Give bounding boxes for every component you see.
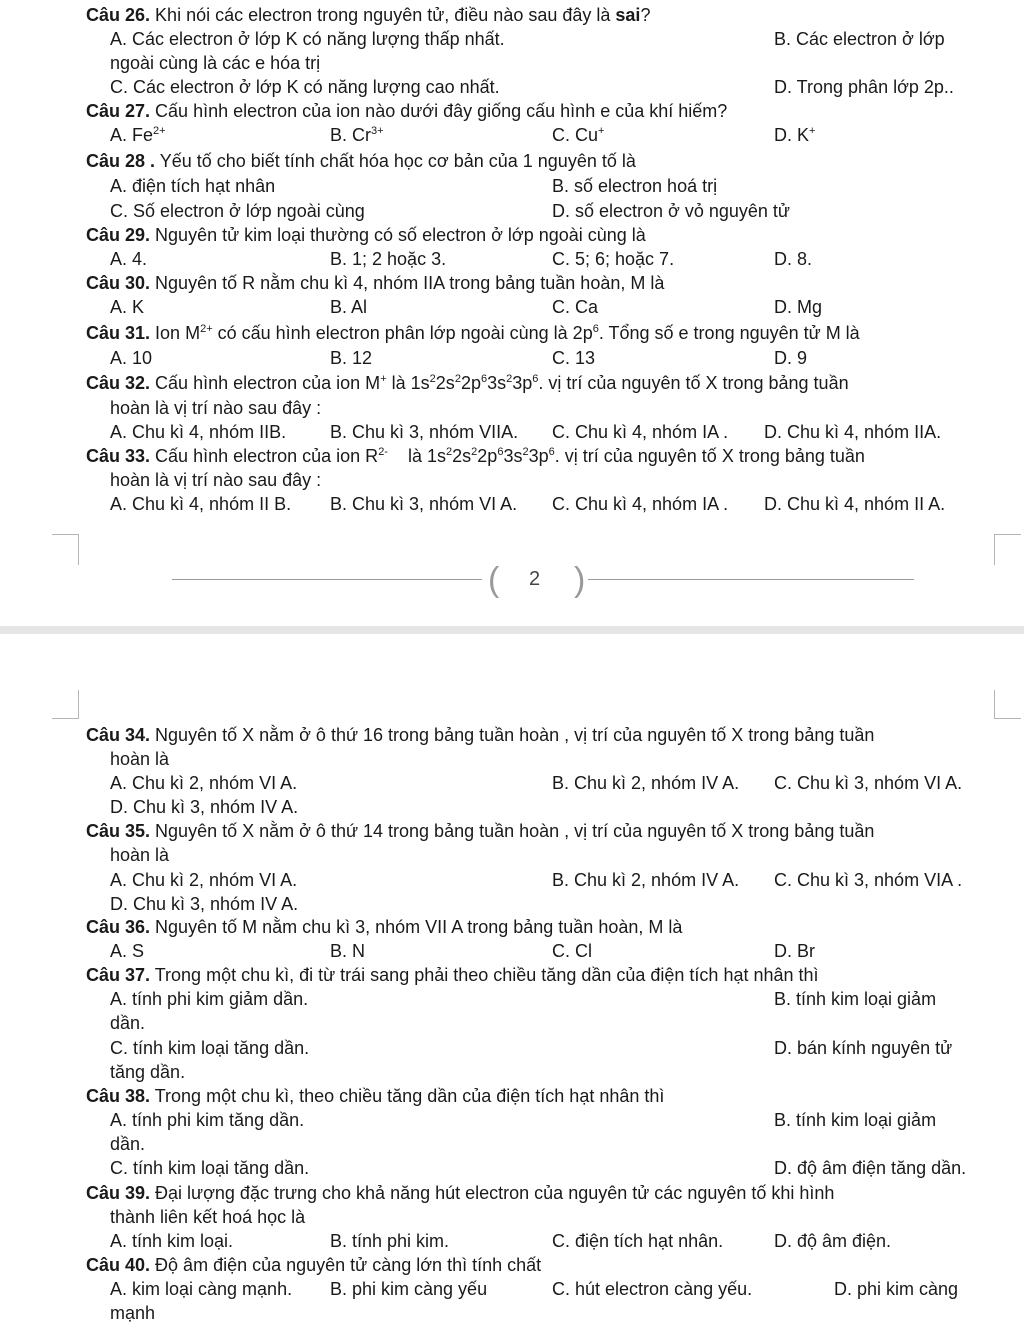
question-38-stem: Câu 38. Trong một chu kì, theo chiều tăng dần của điện tích hạt nhân thì bbox=[86, 1086, 665, 1106]
q33-option-d: D. Chu kì 4, nhóm II A. bbox=[764, 494, 946, 514]
q38-option-c: C. tính kim loại tăng dần. bbox=[110, 1158, 310, 1178]
q40-option-d: D. phi kim càng bbox=[834, 1279, 959, 1299]
question-35-stem: Câu 35. Nguyên tố X nằm ở ô thứ 14 trong bảng tuần hoàn , vị trí của nguyên tố X trong bảng tuần bbox=[86, 821, 875, 841]
q32-option-a: A. Chu kì 4, nhóm IIB. bbox=[110, 422, 287, 442]
question-32-stem: Câu 32. Cấu hình electron của ion M+ là $1s^22s^22p^63s^23p^6$. vị trí của nguyên tố X trong bảng tuần bbox=[86, 373, 849, 393]
q33-stem-cont: hoàn là vị trí nào sau đây : bbox=[110, 470, 322, 490]
q26-option-b-cont: ngoài cùng là các e hóa trị bbox=[110, 53, 321, 73]
q36-option-a: A. S bbox=[110, 941, 145, 961]
question-30-stem: Câu 30. Nguyên tố R nằm chu kì 4, nhóm IIA trong bảng tuần hoàn, M là bbox=[86, 273, 665, 293]
q39-option-a: A. tính kim loại. bbox=[110, 1231, 234, 1251]
q26-option-b: B. Các electron ở lớp bbox=[774, 29, 945, 49]
q29-option-a: A. 4. bbox=[110, 249, 148, 269]
q34-stem-cont: hoàn là bbox=[110, 749, 170, 769]
q36-option-b: B. N bbox=[330, 941, 366, 961]
q29-option-d: D. 8. bbox=[774, 249, 813, 269]
q39-option-d: D. độ âm điện. bbox=[774, 1231, 892, 1251]
q27-option-a: A. $Fe^{2+}$ bbox=[110, 125, 166, 145]
question-39-stem: Câu 39. Đại lượng đặc trưng cho khả năng hút electron của nguyên tử các nguyên tố khi hình bbox=[86, 1183, 835, 1203]
question-34-stem: Câu 34. Nguyên tố X nằm ở ô thứ 16 trong bảng tuần hoàn , vị trí của nguyên tố X trong bảng tuần bbox=[86, 725, 875, 745]
q35-option-d: D. Chu kì 3, nhóm IV A. bbox=[110, 894, 299, 914]
q29-option-b: B. 1; 2 hoặc 3. bbox=[330, 249, 447, 269]
q40-option-a: A. kim loại càng mạnh. bbox=[110, 1279, 293, 1299]
question-36-stem: Câu 36. Nguyên tố M nằm chu kì 3, nhóm VII A trong bảng tuần hoàn, M là bbox=[86, 917, 683, 937]
question-37-stem: Câu 37. Trong một chu kì, đi từ trái sang phải theo chiều tăng dần của điện tích hạt nhân thì bbox=[86, 965, 819, 985]
q35-option-b: B. Chu kì 2, nhóm IV A. bbox=[552, 870, 740, 890]
q37-option-b: B. tính kim loại giảm bbox=[774, 989, 937, 1009]
page-corner-mark-tl bbox=[52, 690, 79, 719]
footer-rule-left bbox=[172, 579, 482, 580]
q27-option-c: C. Cu+ bbox=[552, 125, 605, 145]
q27-option-d: D. K+ bbox=[774, 125, 816, 145]
q37-option-d-cont: tăng dần. bbox=[110, 1062, 186, 1082]
page-corner-mark-tr bbox=[994, 690, 1021, 719]
q33-option-c: C. Chu kì 4, nhóm IA . bbox=[552, 494, 729, 514]
question-33-stem: Câu 33. Cấu hình electron của ion $R^{2-}$ là $1s^22s^22p^63s^23p^6$. vị trí của nguyên tố X trong bảng tuần bbox=[86, 446, 865, 466]
q26-option-c: C. Các electron ở lớp K có năng lượng cao nhất. bbox=[110, 77, 500, 97]
q28-option-d: D. số electron ở vỏ nguyên tử bbox=[552, 201, 790, 221]
q30-option-b: B. Al bbox=[330, 297, 368, 317]
q32-option-b: B. Chu kì 3, nhóm VIIA. bbox=[330, 422, 519, 442]
q38-option-b: B. tính kim loại giảm bbox=[774, 1110, 937, 1130]
q29-option-c: C. 5; 6; hoặc 7. bbox=[552, 249, 675, 269]
q34-option-d: D. Chu kì 3, nhóm IV A. bbox=[110, 797, 299, 817]
q35-option-c: C. Chu kì 3, nhóm VIA . bbox=[774, 870, 963, 890]
q39-option-c: C. điện tích hạt nhân. bbox=[552, 1231, 724, 1251]
q36-option-d: D. Br bbox=[774, 941, 816, 961]
q34-option-a: A. Chu kì 2, nhóm VI A. bbox=[110, 773, 298, 793]
q30-option-c: C. Ca bbox=[552, 297, 599, 317]
q34-option-c: C. Chu kì 3, nhóm VI A. bbox=[774, 773, 963, 793]
page-corner-mark-bl bbox=[52, 534, 79, 565]
q28-option-a: A. điện tích hạt nhân bbox=[110, 176, 276, 196]
q37-option-b-cont: dần. bbox=[110, 1013, 146, 1033]
q33-option-a: A. Chu kì 4, nhóm II B. bbox=[110, 494, 292, 514]
page-corner-mark-br bbox=[994, 534, 1021, 565]
q37-option-c: C. tính kim loại tăng dần. bbox=[110, 1038, 310, 1058]
q32-stem-cont: hoàn là vị trí nào sau đây : bbox=[110, 398, 322, 418]
q27-option-b: B. $Cr^{3+}$ bbox=[330, 125, 384, 145]
q39-stem-cont: thành liên kết hoá học là bbox=[110, 1207, 306, 1227]
q37-option-d: D. bán kính nguyên tử bbox=[774, 1038, 953, 1058]
q31-option-a: A. 10 bbox=[110, 348, 153, 368]
q40-option-d-cont: mạnh bbox=[110, 1303, 156, 1323]
q38-option-d: D. độ âm điện tăng dần. bbox=[774, 1158, 967, 1178]
page-separator bbox=[0, 626, 1024, 634]
q26-option-a: A. Các electron ở lớp K có năng lượng thấp nhất. bbox=[110, 29, 505, 49]
q40-option-c: C. hút electron càng yếu. bbox=[552, 1279, 753, 1299]
q33-option-b: B. Chu kì 3, nhóm VI A. bbox=[330, 494, 518, 514]
question-26-stem: Câu 26. Khi nói các electron trong nguyên tử, điều nào sau đây là sai? bbox=[86, 5, 651, 25]
question-28-stem: Câu 28 . Yếu tố cho biết tính chất hóa học cơ bản của 1 nguyên tố là bbox=[86, 151, 636, 171]
question-31-stem: Câu 31. Ion $M^{2+}$ có cấu hình electron phân lớp ngoài cùng là $2p^6$. Tổng số e trong nguyên tử M là bbox=[86, 323, 860, 343]
question-40-stem: Câu 40. Độ âm điện của nguyên tử càng lớn thì tính chất bbox=[86, 1255, 542, 1275]
q31-option-c: C. 13 bbox=[552, 348, 596, 368]
q31-option-b: B. 12 bbox=[330, 348, 373, 368]
q35-option-a: A. Chu kì 2, nhóm VI A. bbox=[110, 870, 298, 890]
footer-bracket-right: ) bbox=[574, 561, 586, 599]
q30-option-d: D. Mg bbox=[774, 297, 823, 317]
q40-option-b: B. phi kim càng yếu bbox=[330, 1279, 488, 1299]
q31-option-d: D. 9 bbox=[774, 348, 808, 368]
footer-bracket-left: ( bbox=[488, 561, 500, 599]
q34-option-b: B. Chu kì 2, nhóm IV A. bbox=[552, 773, 740, 793]
question-29-stem: Câu 29. Nguyên tử kim loại thường có số electron ở lớp ngoài cùng là bbox=[86, 225, 646, 245]
question-27-stem: Câu 27. Cấu hình electron của ion nào dưới đây giống cấu hình e của khí hiếm? bbox=[86, 101, 728, 121]
q36-option-c: C. Cl bbox=[552, 941, 592, 961]
q38-option-b-cont: dần. bbox=[110, 1134, 146, 1154]
page-number: 2 bbox=[529, 568, 541, 590]
q37-option-a: A. tính phi kim giảm dần. bbox=[110, 989, 309, 1009]
footer-rule-right bbox=[588, 579, 914, 580]
q39-option-b: B. tính phi kim. bbox=[330, 1231, 450, 1251]
q35-stem-cont: hoàn là bbox=[110, 845, 170, 865]
q30-option-a: A. K bbox=[110, 297, 145, 317]
q28-option-b: B. số electron hoá trị bbox=[552, 176, 718, 196]
q28-option-c: C. Số electron ở lớp ngoài cùng bbox=[110, 201, 365, 221]
q26-option-d: D. Trong phân lớp 2p.. bbox=[774, 77, 954, 97]
q32-option-c: C. Chu kì 4, nhóm IA . bbox=[552, 422, 729, 442]
q32-option-d: D. Chu kì 4, nhóm IIA. bbox=[764, 422, 942, 442]
q38-option-a: A. tính phi kim tăng dần. bbox=[110, 1110, 305, 1130]
